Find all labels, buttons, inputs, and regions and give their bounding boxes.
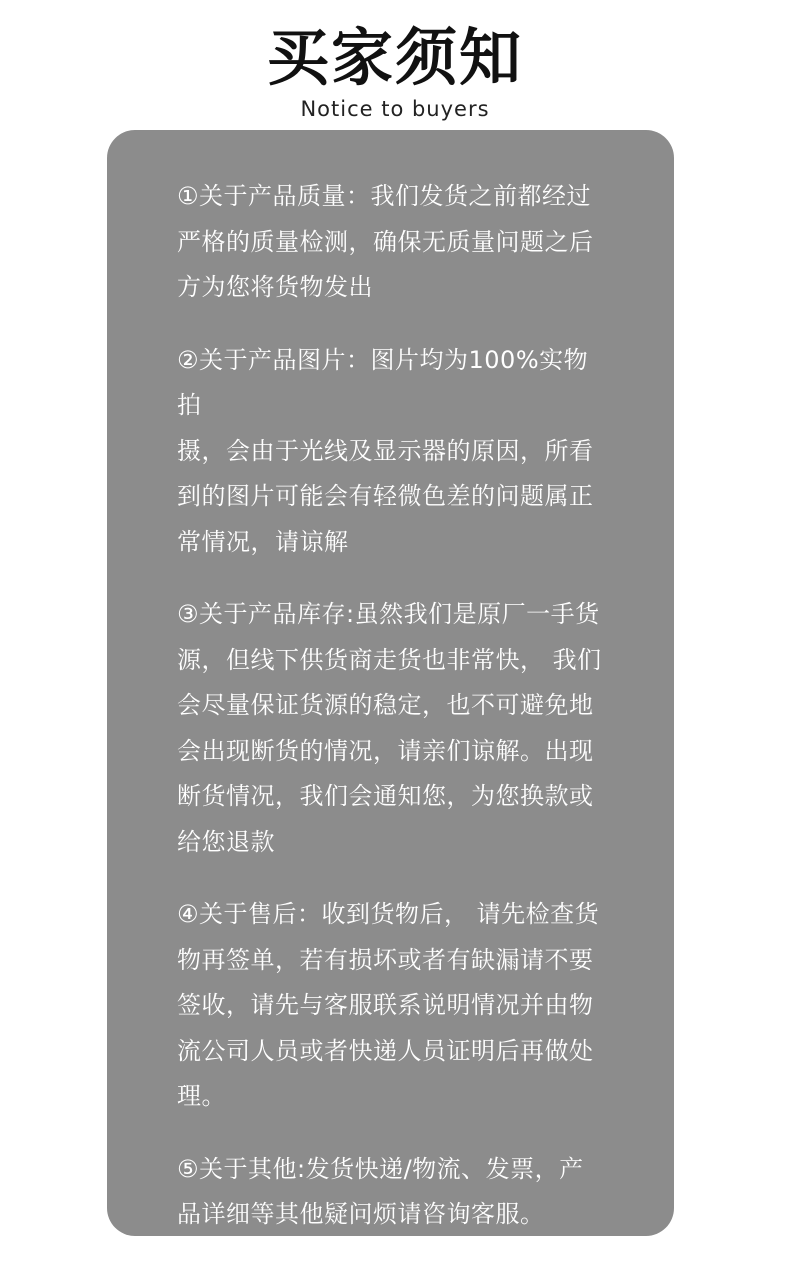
notice-after-sales: ④关于售后：收到货物后， 请先检查货 物再签单，若有损坏或者有缺漏请不要 签收，请先与客服联系说明情况并由物 流公司人员或者快递人员证明后再做处 理。 xyxy=(177,900,600,1110)
page-title: 买家须知 xyxy=(266,21,523,94)
page-subtitle: Notice to buyers xyxy=(300,97,490,121)
notice-quality: ①关于产品质量：我们发货之前都经过 严格的质量检测，确保无质量问题之后 方为您将货物发出 xyxy=(177,182,594,301)
notice-card xyxy=(107,130,674,1236)
notice-other: ⑤关于其他:发货快递/物流、发票，产 品详细等其他疑问烦请咨询客服。 xyxy=(177,1154,584,1228)
notice-images: ②关于产品图片：图片均为100%实物拍 摄，会由于光线及显示器的原因，所看 到的图片可能会有轻微色差的问题属正 常情况，请谅解 xyxy=(177,345,594,556)
notice-inventory: ③关于产品库存:虽然我们是原厂一手货 源，但线下供货商走货也非常快， 我们 会尽量保证货源的稳定，也不可避免地 会出现断货的情况，请亲们谅解。出现 断货情况，我们会通知您，为您换款或 给您退款 xyxy=(177,600,602,856)
